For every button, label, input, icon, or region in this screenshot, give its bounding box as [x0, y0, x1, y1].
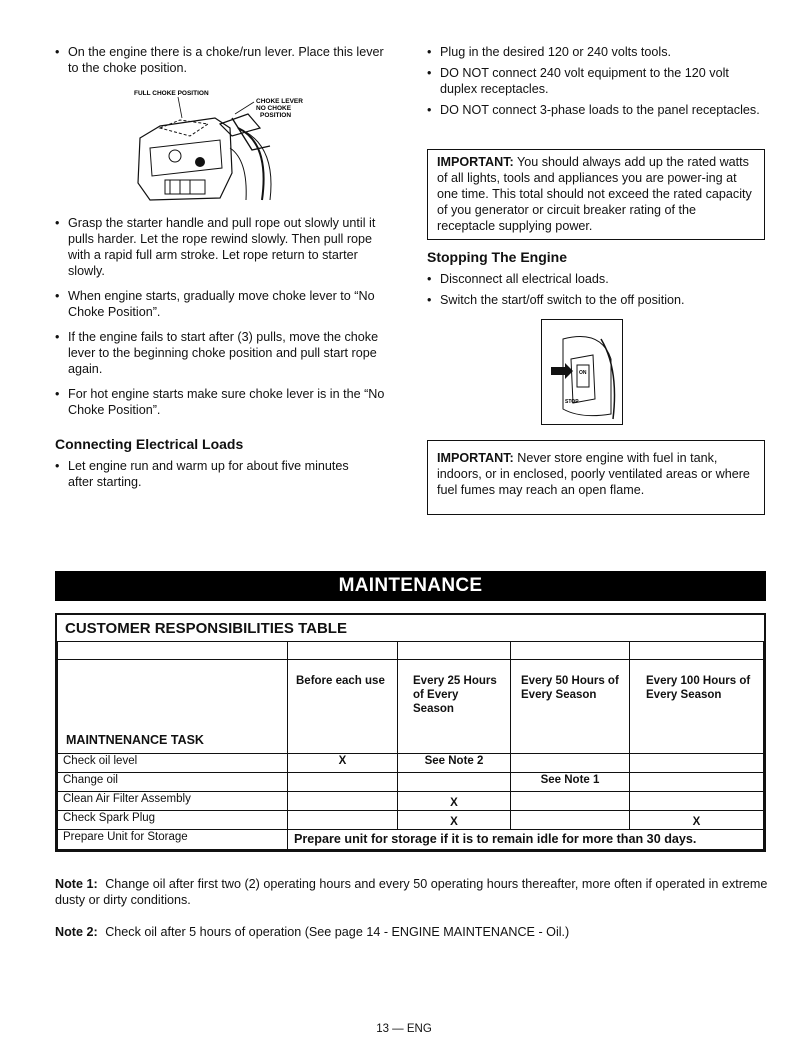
list-item: • Let engine run and warm up for about five minutes after starting.	[55, 458, 375, 490]
connecting-loads-section	[55, 458, 375, 499]
task-cell: Check oil level	[58, 753, 288, 772]
column-header-text: Every 25 Hours of Every Season	[413, 674, 497, 715]
connecting-loads-list	[55, 458, 375, 490]
column-header	[630, 659, 764, 753]
important-label: IMPORTANT:	[437, 451, 514, 465]
column-header	[288, 659, 398, 753]
schedule-cell: X	[288, 753, 398, 772]
task-header-cell	[58, 659, 288, 753]
position-label: POSITION	[260, 112, 292, 119]
schedule-cell: X	[398, 810, 511, 829]
left-column-lower	[55, 215, 385, 427]
task-cell: Check Spark Plug	[58, 810, 288, 829]
column-header-text: Every 50 Hours of Every Season	[521, 674, 619, 701]
left-column	[55, 44, 385, 85]
task-cell: Clean Air Filter Assembly	[58, 791, 288, 810]
list-item: • When engine starts, gradually move choke lever to “No Choke Position”.	[55, 288, 385, 320]
choke-lever-illustration	[120, 88, 310, 206]
start-off-switch-illustration	[541, 319, 623, 425]
schedule-cell	[630, 753, 764, 772]
table-spacer-row	[58, 642, 764, 659]
right-column	[427, 44, 767, 123]
task-header: MAINTNENANCE TASK	[66, 732, 204, 747]
schedule-cell	[288, 791, 398, 810]
full-choke-label: FULL CHOKE POSITION	[134, 90, 209, 97]
list-item: • Plug in the desired 120 or 240 volts tools.	[427, 44, 767, 60]
task-cell: Change oil	[58, 772, 288, 791]
schedule-cell	[511, 810, 630, 829]
schedule-cell	[288, 810, 398, 829]
list-item: • Grasp the starter handle and pull rope out slowly until it pulls harder. Let the rope rewind slowly. Then pull rope with a rapid full arm stroke. Let rope return to starter slowly.	[55, 215, 385, 279]
schedule-cell: See Note 2	[398, 753, 511, 772]
important-storage-box	[427, 440, 765, 515]
list-item: • Disconnect all electrical loads.	[427, 271, 767, 287]
no-choke-label: NO CHOKE	[256, 105, 292, 112]
table-row	[58, 829, 764, 849]
list-item: • For hot engine starts make sure choke lever is in the “No Choke Position”.	[55, 386, 385, 418]
table-row	[58, 810, 764, 829]
note-1	[55, 876, 770, 908]
stopping-engine-section	[427, 271, 767, 313]
column-header	[398, 659, 511, 753]
schedule-cell	[288, 772, 398, 791]
responsibilities-table	[55, 613, 766, 852]
table-row	[58, 753, 764, 772]
starting-steps-list	[55, 215, 385, 418]
important-label: IMPORTANT:	[437, 155, 514, 169]
note-1-label: Note 1:	[55, 877, 98, 891]
task-cell: Prepare Unit for Storage	[58, 829, 288, 849]
table-header-row	[58, 659, 764, 753]
table-row	[58, 791, 764, 810]
note-2	[55, 924, 770, 940]
important-wattage-box	[427, 149, 765, 240]
column-header-text: Before each use	[296, 674, 385, 687]
column-header	[511, 659, 630, 753]
storage-instruction-cell: Prepare unit for storage if it is to remain idle for more than 30 days.	[288, 829, 764, 849]
list-item: • DO NOT connect 3-phase loads to the panel receptacles.	[427, 102, 767, 118]
on-label: ON	[579, 370, 587, 376]
maintenance-schedule-table	[57, 642, 764, 850]
schedule-cell: X	[630, 810, 764, 829]
load-bullets-list	[427, 44, 767, 118]
table-title: CUSTOMER RESPONSIBILITIES TABLE	[57, 615, 764, 642]
switch-figure	[541, 319, 623, 425]
page-number: 13 — ENG	[376, 1023, 432, 1035]
schedule-cell	[630, 772, 764, 791]
note-2-text: Check oil after 5 hours of operation (See page 14 - ENGINE MAINTENANCE - Oil.)	[105, 925, 570, 939]
schedule-cell	[511, 753, 630, 772]
maintenance-banner: MAINTENANCE	[55, 571, 766, 601]
schedule-cell	[630, 791, 764, 810]
list-item: • DO NOT connect 240 volt equipment to the 120 volt duplex receptacles.	[427, 65, 767, 97]
table-row	[58, 772, 764, 791]
schedule-cell	[398, 772, 511, 791]
intro-list	[55, 44, 385, 76]
choke-lever-label: CHOKE LEVER	[256, 98, 303, 105]
connecting-loads-heading: Connecting Electrical Loads	[55, 436, 244, 452]
list-item: • If the engine fails to start after (3) pulls, move the choke lever to the beginning choke position and pull start rope again.	[55, 329, 385, 377]
stopping-engine-heading: Stopping The Engine	[427, 249, 567, 265]
schedule-cell: X	[398, 791, 511, 810]
note-1-text: Change oil after first two (2) operating hours and every 50 operating hours thereafter, more often if operated in extreme dusty or dirty conditions.	[55, 877, 768, 907]
stopping-list	[427, 271, 767, 308]
important-text: You should always add up the rated watts of all lights, tools and appliances you are power-ing at one time. This total should not exceed the rated capacity of you generator or circuit breaker rating of the receptacle supplying power.	[437, 155, 752, 233]
schedule-cell	[511, 791, 630, 810]
intro-bullet: • On the engine there is a choke/run lever. Place this lever to the choke position.	[55, 44, 385, 76]
note-2-label: Note 2:	[55, 925, 98, 939]
stop-label: STOP	[565, 399, 579, 405]
important-text: Never store engine with fuel in tank, indoors, or in enclosed, poorly ventilated areas or where fuel fumes may reach an open flame.	[437, 451, 750, 497]
schedule-cell: See Note 1	[511, 772, 630, 791]
list-item: • Switch the start/off switch to the off position.	[427, 292, 767, 308]
column-header-text: Every 100 Hours of Every Season	[646, 674, 751, 701]
choke-figure	[120, 88, 310, 206]
